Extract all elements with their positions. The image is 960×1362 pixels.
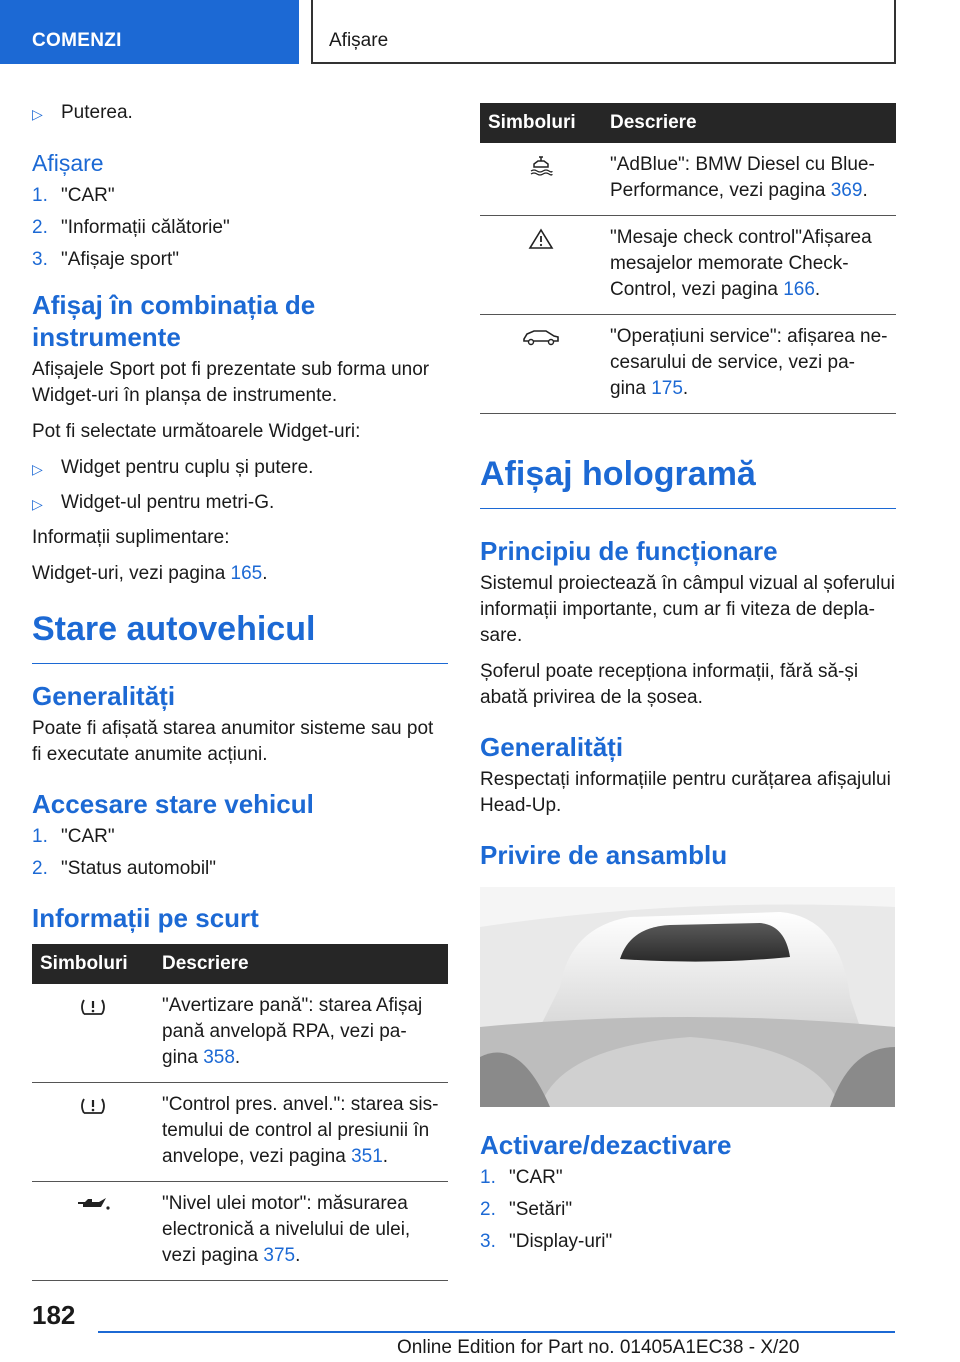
table-row: "Nivel ulei motor": măsurarea electronică a nivelului de ulei, vezi pagina 375. bbox=[32, 1182, 448, 1281]
afisare-heading: Afișare bbox=[32, 150, 104, 176]
stare-heading: Stare autovehicul bbox=[32, 609, 448, 664]
col-header: Simboluri bbox=[480, 103, 602, 143]
table-row: "Control pres. anvel.": starea sis-temului de control al presiunii în anvelope, vezi pagina 351. bbox=[32, 1083, 448, 1182]
paragraph: Pot fi selectate următoarele Widget-uri: bbox=[32, 421, 361, 442]
edition-text: Online Edition for Part no. 01405A1EC38 - X/20 bbox=[397, 1337, 800, 1358]
col-header: Descriere bbox=[154, 944, 448, 984]
paragraph: Poate fi afișată starea anumitor sisteme sau pot fi executate anumite acțiuni. bbox=[32, 718, 434, 765]
left-column bbox=[32, 100, 448, 1281]
col-header: Simboluri bbox=[32, 944, 154, 984]
list-item: 2. "Status automobil" bbox=[32, 858, 217, 879]
ansamblu-heading: Privire de ansamblu bbox=[480, 840, 728, 870]
list-item: 1. "CAR" bbox=[32, 826, 115, 847]
list-item: 3. "Afișaje sport" bbox=[32, 249, 180, 270]
table-row: "Mesaje check control"Afișarea mesajelor memorate Check-Control, vezi pagina 166. bbox=[480, 216, 896, 315]
page-link[interactable]: 351 bbox=[351, 1146, 383, 1167]
list-item: ▷ Widget-ul pentru metri-G. bbox=[32, 490, 448, 517]
list-item: 2. "Informații călătorie" bbox=[32, 217, 230, 238]
page-link[interactable]: 175 bbox=[651, 378, 683, 399]
list-item: 2. "Setări" bbox=[480, 1199, 573, 1220]
triangle-bullet-icon: ▷ bbox=[32, 461, 43, 477]
holograma-heading: Afișaj hologramă bbox=[480, 454, 896, 509]
generalitati-heading: Generalități bbox=[480, 732, 624, 762]
symbol-table bbox=[32, 944, 448, 1281]
page-number: 182 bbox=[32, 1300, 76, 1330]
col-header: Descriere bbox=[602, 103, 896, 143]
activare-heading: Activare/dezactivare bbox=[480, 1130, 732, 1160]
page-link[interactable]: 369 bbox=[830, 180, 863, 201]
triangle-bullet-icon: ▷ bbox=[32, 496, 43, 512]
symbol-table bbox=[480, 103, 896, 414]
combinatie-heading: Afișaj în combinația de instrumente bbox=[32, 290, 316, 352]
tire-pressure-monitor-icon bbox=[79, 1095, 107, 1117]
page-link[interactable]: 165 bbox=[230, 563, 263, 584]
footer-divider bbox=[98, 1331, 895, 1333]
paragraph: Widget-uri, vezi pagina 165. bbox=[32, 563, 268, 584]
adblue-icon bbox=[528, 155, 554, 177]
tire-pressure-warning-icon bbox=[79, 996, 107, 1018]
paragraph: Șoferul poate recepționa informații, fără să-și abată privirea de la șosea. bbox=[480, 661, 859, 708]
page-link[interactable]: 166 bbox=[783, 279, 815, 300]
paragraph: Afișajele Sport pot fi prezentate sub forma unor Widget-uri în planșa de instrumente. bbox=[32, 359, 430, 406]
car-service-icon bbox=[521, 327, 561, 347]
list-item: 1. "CAR" bbox=[32, 185, 115, 206]
list-item: ▷ Widget pentru cuplu și putere. bbox=[32, 455, 448, 482]
section-title: COMENZI bbox=[32, 30, 122, 51]
page-link[interactable]: 358 bbox=[203, 1047, 235, 1068]
paragraph: Sistemul proiectează în câmpul vizual al șoferului informații importante, cum ar fi viteza de depla-sare. bbox=[480, 573, 896, 646]
list-item: 1. "CAR" bbox=[480, 1167, 563, 1188]
accesare-heading: Accesare stare vehicul bbox=[32, 789, 314, 819]
principiu-heading: Principiu de funcționare bbox=[480, 536, 778, 566]
table-row: "AdBlue": BMW Diesel cu Blue-Performance, vezi pagina 369. bbox=[480, 143, 896, 216]
table-row: "Avertizare pană": starea Afișaj pană anvelopă RPA, vezi pa-gina 358. bbox=[32, 984, 448, 1083]
chapter-header bbox=[311, 0, 896, 64]
triangle-bullet-icon: ▷ bbox=[32, 106, 43, 122]
dashboard-illustration bbox=[480, 887, 895, 1107]
head-up-display-photo bbox=[480, 887, 895, 1107]
paragraph: Respectați informațiile pentru curățarea afișajului Head-Up. bbox=[480, 769, 891, 816]
table-row: "Operațiuni service": afișarea ne-cesarului de service, vezi pa-gina 175. bbox=[480, 315, 896, 414]
page-link[interactable]: 375 bbox=[263, 1245, 296, 1266]
section-tab bbox=[0, 0, 299, 64]
warning-triangle-icon bbox=[528, 228, 554, 250]
engine-oil-icon bbox=[75, 1194, 111, 1214]
list-item: ▷ Puterea. bbox=[32, 100, 448, 127]
generalitati-heading: Generalități bbox=[32, 681, 176, 711]
paragraph: Informații suplimentare: bbox=[32, 527, 230, 548]
chapter-title: Afișare bbox=[329, 30, 389, 51]
list-item: 3. "Display-uri" bbox=[480, 1231, 613, 1252]
right-column bbox=[480, 103, 896, 1261]
scurt-heading: Informații pe scurt bbox=[32, 903, 259, 933]
